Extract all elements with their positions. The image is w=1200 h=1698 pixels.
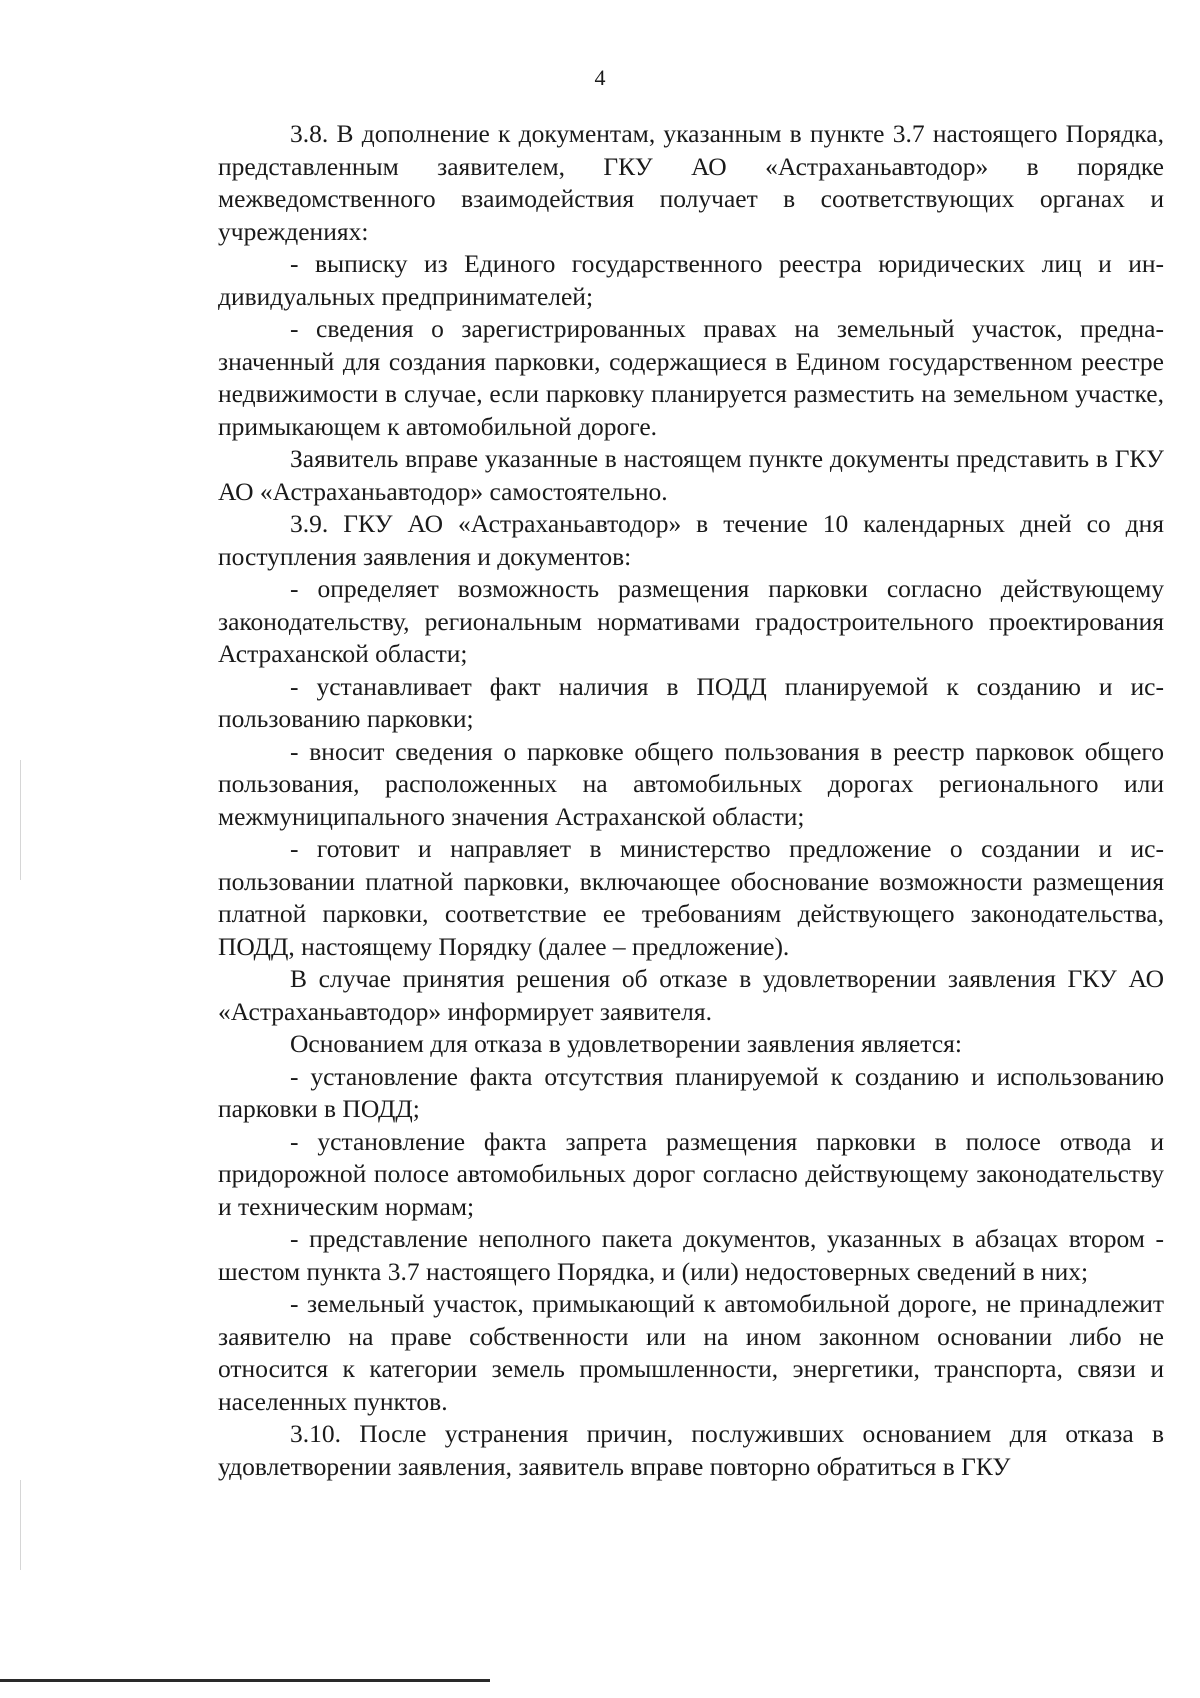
paragraph-prepares-proposal: - готовит и направляет в министерство предложение о создании и использовании платной парковки, включающее обоснование возможности размещения платной парковки, соответствие ее требованиям действующего законодательства, ПОДД, настоящему Порядку (далее – предложение). <box>218 834 1164 961</box>
scan-edge-mark <box>20 1480 21 1570</box>
paragraph-ground-land: - земельный участок, примыкающий к автомобильной дороге, не принадлежит заявителю на праве собственности или на ином законном основании либо не относится к категории земель промышленности, энергетики, транспорта, связи и населенных пунктов. <box>218 1289 1164 1416</box>
paragraph-applicant-right: Заявитель вправе указанные в настоящем пункте документы представить в ГКУ АО «Астраханьавтодор» самостоятельно. <box>218 444 1164 506</box>
scan-bottom-edge-line <box>0 1679 490 1682</box>
paragraph-ground-absence: - установление факта отсутствия планируемой к созданию и использованию парковки в ПОДД; <box>218 1061 1164 1123</box>
paragraph-refusal-grounds: Основанием для отказа в удовлетворении заявления является: <box>290 1029 962 1058</box>
paragraph-land-rights: - сведения о зарегистрированных правах на земельный участок, предназначенный для создания парковки, содержащиеся в Едином государственном реестре недвижимости в случае, если парковку планируется разместить на земельном участке, примыкающем к автомобильной дороге. <box>218 314 1164 441</box>
paragraph-registry-entry: - вносит сведения о парковке общего пользования в реестр парковок общего пользования, расположенных на автомобильных дорогах регионального или межмуниципального значения Астраханской области; <box>218 736 1164 831</box>
document-body <box>218 118 1164 1483</box>
paragraph-ground-incomplete: - представление неполного пакета документов, указанных в абзацах втором - шестом пункта 3.7 настоящего Порядка, и (или) недостоверных сведений в них; <box>218 1224 1164 1286</box>
paragraph-ground-prohibition: - установление факта запрета размещения парковки в полосе отвода и придорожной полосе автомобильных дорог согласно действующему законодательству и техническим нормам; <box>218 1126 1164 1221</box>
paragraph-determines-possibility: - определяет возможность размещения парковки согласно действующему законодательству, региональным нормативами градостроительного проектирования Астраханской области; <box>218 574 1164 668</box>
paragraph-refusal-info: В случае принятия решения об отказе в удовлетворении заявления ГКУ АО «Астраханьавтодор» информирует заявителя. <box>218 964 1164 1026</box>
paragraph-egrul-extract: - выписку из Единого государственного реестра юридических лиц и индивидуальных предпринимателей; <box>218 249 1164 311</box>
scan-edge-mark <box>20 760 21 880</box>
paragraph-3-9: 3.9. ГКУ АО «Астраханьавтодор» в течение 10 календарных дней со дня поступления заявления и документов: <box>218 509 1164 571</box>
paragraph-3-10: 3.10. После устранения причин, послуживших основанием для отказа в удовлетворении заявления, заявитель вправе повторно обратиться в ГКУ <box>218 1419 1164 1481</box>
page-number: 4 <box>594 65 606 90</box>
paragraph-establishes-fact: - устанавливает факт наличия в ПОДД планируемой к созданию и использованию парковки; <box>218 671 1164 733</box>
paragraph-3-8: 3.8. В дополнение к документам, указанным в пункте 3.7 настоящего Порядка, представленным заявителем, ГКУ АО «Астраханьавтодор» в порядке межведомственного взаимодействия получает в соответствующих органах и учреждениях: <box>218 119 1164 246</box>
